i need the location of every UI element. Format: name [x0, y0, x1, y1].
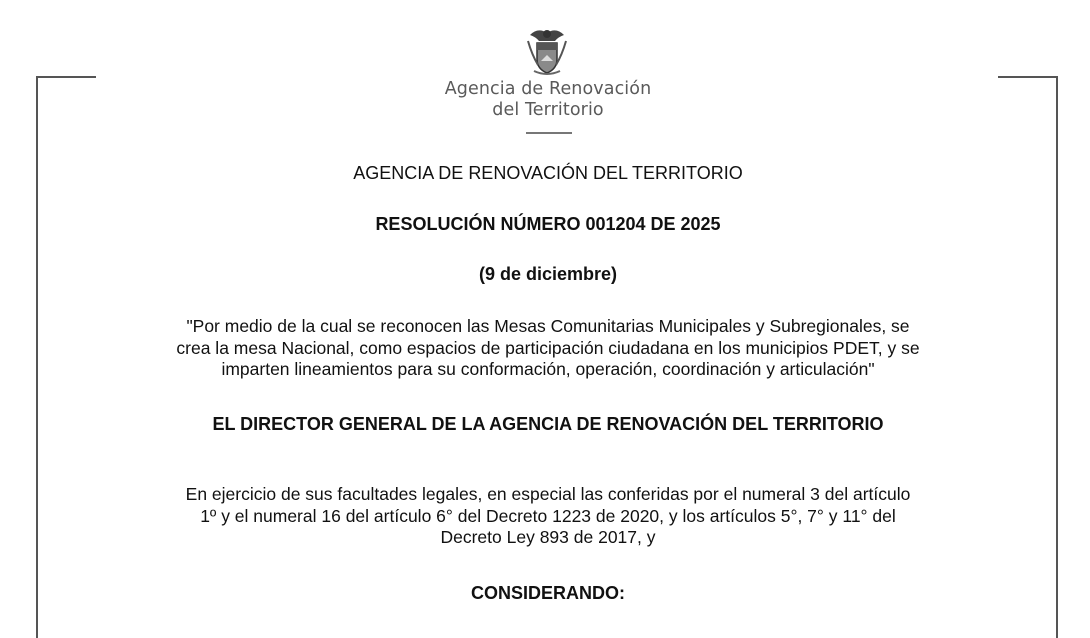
logo-line-2: del Territorio	[492, 100, 604, 120]
resolution-date: (9 de diciembre)	[478, 264, 618, 284]
powers-line: 1º y el numeral 16 del artículo 6° del Decreto 1223 de 2020, y los artículos 5°, 7° y 11° del	[200, 505, 896, 526]
authority-heading: EL DIRECTOR GENERAL DE LA AGENCIA DE RENOVACIÓN DEL TERRITORIO	[212, 414, 884, 434]
resolution-summary	[0, 316, 1090, 381]
legal-powers	[0, 484, 1090, 549]
agency-logo-text	[0, 79, 1090, 121]
considering-heading: CONSIDERANDO:	[470, 583, 625, 603]
summary-line: imparten lineamientos para su conformación, operación, coordinación y articulación"	[221, 359, 875, 379]
logo-divider	[526, 132, 572, 134]
powers-line: En ejercicio de sus facultades legales, en especial las conferidas por el numeral 3 del artículo	[185, 484, 911, 504]
coat-of-arms-icon	[524, 25, 570, 77]
summary-line: "Por medio de la cual se reconocen las Mesas Comunitarias Municipales y Subregionales, se	[186, 316, 910, 336]
powers-line: Decreto Ley 893 de 2017, y	[440, 527, 656, 547]
summary-line: crea la mesa Nacional, como espacios de participación ciudadana en los municipios PDET, y se	[176, 337, 920, 358]
logo-line-1: Agencia de Renovación	[444, 79, 652, 99]
agency-heading: AGENCIA DE RENOVACIÓN DEL TERRITORIO	[353, 163, 743, 183]
resolution-number: RESOLUCIÓN NÚMERO 001204 DE 2025	[375, 214, 721, 234]
